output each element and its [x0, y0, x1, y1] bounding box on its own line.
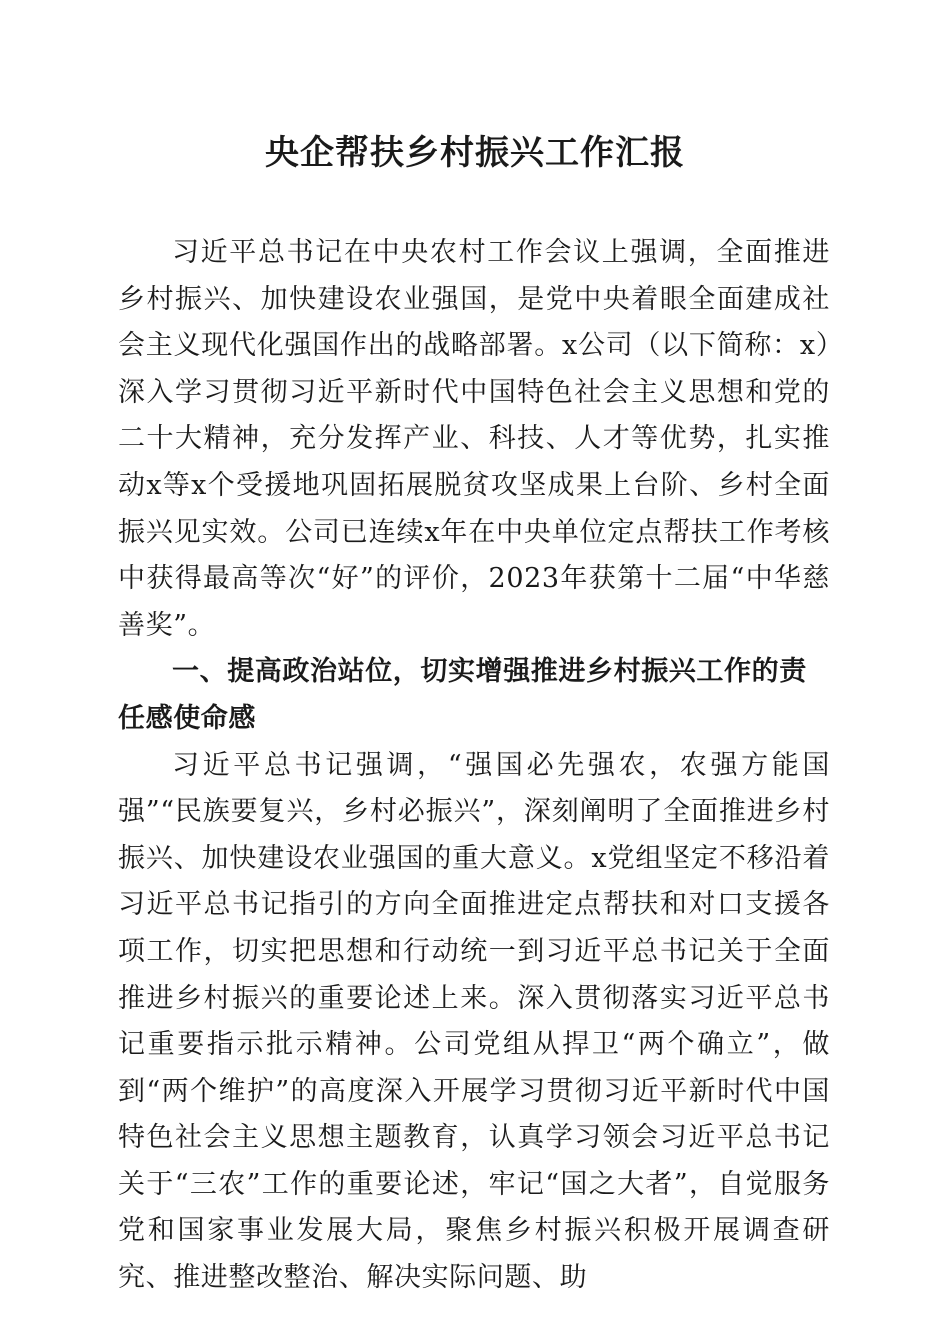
document-title: 央企帮扶乡村振兴工作汇报	[265, 133, 685, 173]
document-body	[118, 230, 830, 1302]
section-paragraph: 习近平总书记强调，“强国必先强农，农强方能国强”“民族要复兴，乡村必振兴”，深刻阐明了全面推进乡村振兴、加快建设农业强国的重大意义。x党组坚定不移沿着习近平总书记指引的方向全面推进定点帮扶和对口支援各项工作，切实把思想和行动统一到习近平总书记关于全面推进乡村振兴的重要论述上来。深入贯彻落实习近平总书记重要指示批示精神。公司党组从捍卫“两个确立”，做到“两个维护”的高度深入开展学习贯彻习近平新时代中国特色社会主义思想主题教育，认真学习领会习近平总书记关于“三农”工作的重要论述，牢记“国之大者”，自觉服务党和国家事业发展大局，聚焦乡村振兴积极开展调查研究、推进整改整治、解决实际问题、助	[118, 749, 830, 1294]
intro-paragraph: 习近平总书记在中央农村工作会议上强调，全面推进乡村振兴、加快建设农业强国，是党中央着眼全面建成社会主义现代化强国作出的战略部署。x公司（以下简称：x）深入学习贯彻习近平新时代中国特色社会主义思想和党的二十大精神，充分发挥产业、科技、人才等优势，扎实推动x等x个受援地巩固拓展脱贫攻坚成果上台阶、乡村全面振兴见实效。公司已连续x年在中央单位定点帮扶工作考核中获得最高等次“好”的评价，2023年获第十二届“中华慈善奖”。	[118, 237, 830, 641]
section-heading: 一、提高政治站位，切实增强推进乡村振兴工作的责任感使命感	[118, 656, 807, 734]
